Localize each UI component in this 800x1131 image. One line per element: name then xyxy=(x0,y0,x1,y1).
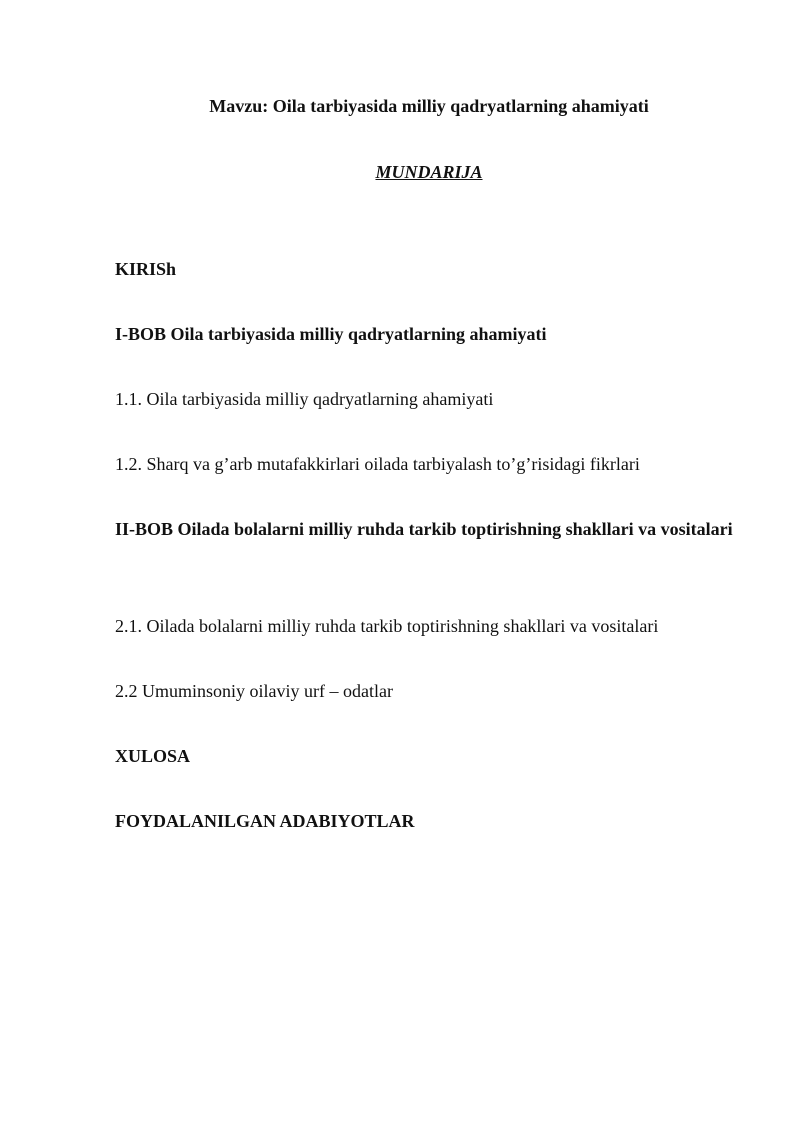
toc-entry-section-2-2: 2.2 Umuminsoniy oilaviy urf – odatlar xyxy=(115,681,393,701)
document-topic-title: Mavzu: Oila tarbiyasida milliy qadryatlarning ahamiyati xyxy=(209,96,649,116)
toc-entry-section-2-1: 2.1. Oilada bolalarni milliy ruhda tarkib toptirishning shakllari va vositalari xyxy=(115,616,659,636)
toc-entry-conclusion: XULOSA xyxy=(115,746,191,766)
toc-entry-references: FOYDALANILGAN ADABIYOTLAR xyxy=(115,811,415,831)
table-of-contents-heading: MUNDARIJA xyxy=(375,162,483,182)
toc-entry-section-1-1: 1.1. Oila tarbiyasida milliy qadryatlarning ahamiyati xyxy=(115,389,494,409)
toc-entry-introduction: KIRISh xyxy=(115,259,177,279)
toc-entry-chapter-2: II-BOB Oilada bolalarni milliy ruhda tarkib toptirishning shakllari va vositalari xyxy=(115,519,733,539)
toc-entry-section-1-2: 1.2. Sharq va g’arb mutafakkirlari oilada tarbiyalash to’g’risidagi fikrlari xyxy=(115,454,640,474)
toc-entry-chapter-1: I-BOB Oila tarbiyasida milliy qadryatlarning ahamiyati xyxy=(115,324,547,344)
